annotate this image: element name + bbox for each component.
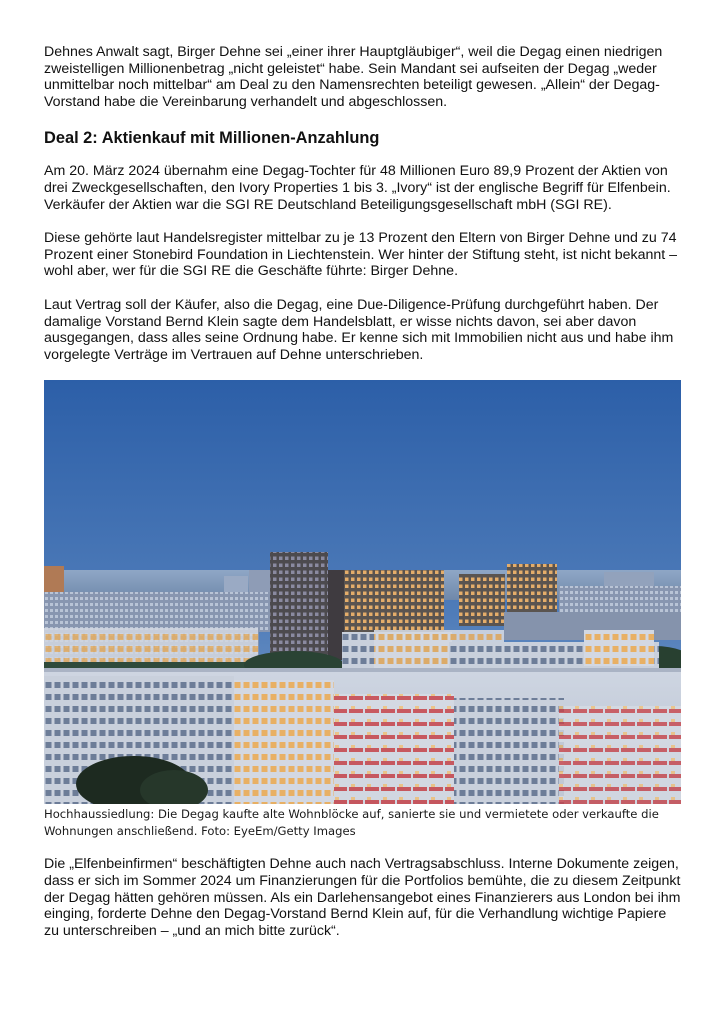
section-heading: Deal 2: Aktienkauf mit Millionen-Anzahlung xyxy=(44,129,380,148)
paragraph-4: Laut Vertrag soll der Käufer, also die Degag, eine Due-Diligence-Prüfung durchgeführt haben. Der damalige Vorstand Bernd Klein sagte dem Handelsblatt, er wisse nichts davon, sei aber davon ausgegangen, dass alles seine Ordnung habe. Er kenne sich mit Immobilien nicht aus und habe ihm vorgelegte Verträge im Vertrauen auf Dehne unterschrieben. xyxy=(44,296,674,363)
paragraph-3: Diese gehörte laut Handelsregister mittelbar zu je 13 Prozent den Eltern von Birger Dehne und zu 74 Prozent einer Stonebird Foundation in Liechtenstein. Wer hinter der Stiftung steht, ist nicht bekannt – wohl aber, wer für die SGI RE die Geschäfte führte: Birger Dehne. xyxy=(44,230,678,280)
photo-caption: Hochhaussiedlung: Die Degag kaufte alte Wohnblöcke auf, sanierte sie und vermietete oder verkaufte die Wohnungen anschließend. Foto: EyeEm/Getty Images xyxy=(44,807,659,838)
paragraph-1: Dehnes Anwalt sagt, Birger Dehne sei „einer ihrer Hauptgläubiger“, weil die Degag einen niedrigen zweistelligen Millionenbetrag „nicht geleistet“ habe. Sein Mandant sei aufseiten der Degag „weder unmittelbar noch mittelbar“ am Deal zu den Namensrechten beteiligt gewesen. „Allein“ der Degag-Vorstand habe die Vereinbarung verhandelt und abgeschlossen. xyxy=(44,44,663,110)
paragraph-2: Am 20. März 2024 übernahm eine Degag-Tochter für 48 Millionen Euro 89,9 Prozent der Aktien von drei Zweckgesellschaften, den Ivory Properties 1 bis 3. „Ivory“ ist der englische Begriff für Elfenbein. Verkäufer der Aktien war die SGI RE Deutschland Beteiligungsgesellschaft mbH (SGI RE). xyxy=(44,163,671,213)
article xyxy=(44,44,684,956)
article-figure xyxy=(44,380,684,839)
housing-estate-photo xyxy=(44,380,681,804)
paragraph-5: Die „Elfenbeinfirmen“ beschäftigten Dehne auch nach Vertragsabschluss. Interne Dokumente zeigen, dass er sich im Sommer 2024 um Finanzierungen für die Portfolios bemühte, die zu diesem Zeitpunkt der Degag hätten gehören müssen. Als ein Darlehensangebot eines Finanzierers aus London bei ihm einging, forderte Dehne den Degag-Vorstand Bernd Klein auf, für die Verhandlung wichtige Papiere zu unterschreiben – „und an mich bitte zurück“. xyxy=(44,856,681,939)
